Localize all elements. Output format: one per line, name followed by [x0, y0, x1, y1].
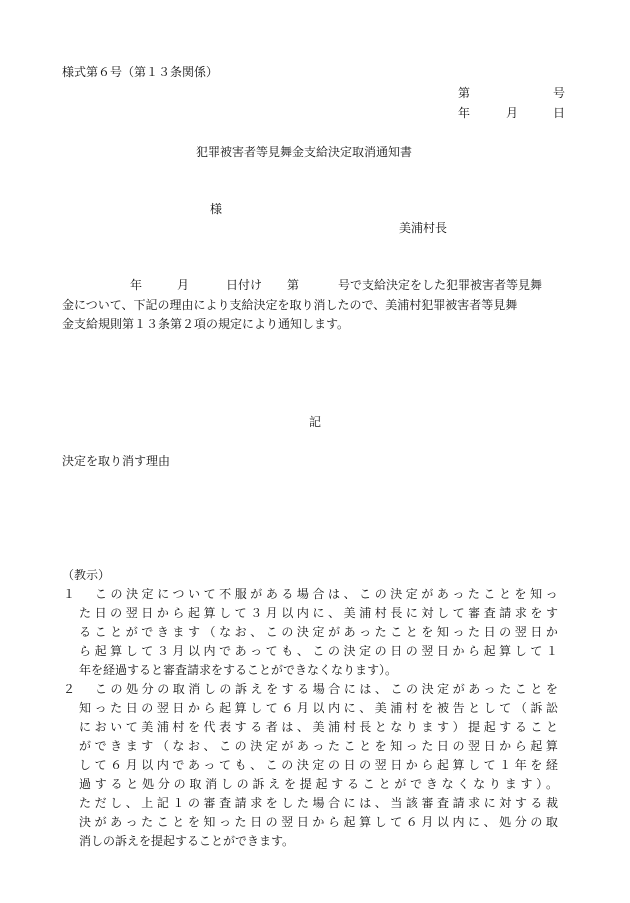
- form-label: 様式第６号（第１３条関係）: [62, 65, 219, 79]
- notice-item2-line: この処分の取消しの訴えをする場合には、この決定があったことを: [95, 682, 562, 696]
- notice-item2-line: ができます（なお、この決定があったことを知った日の翌日から起算: [79, 739, 562, 753]
- date-year: 年: [458, 106, 471, 120]
- notice-item2-number: ２: [63, 682, 76, 696]
- notice-item1-line: この決定について不服がある場合は、この決定があったことを知っ: [95, 587, 562, 601]
- ki-mark: 記: [309, 415, 322, 429]
- document-title: 犯罪被害者等見舞金支給決定取消通知書: [196, 145, 413, 159]
- body-month: 月: [177, 278, 190, 292]
- date-month: 月: [506, 106, 519, 120]
- number-suffix: 号: [553, 86, 566, 100]
- date-day: 日: [553, 106, 566, 120]
- notice-item2-line: 消しの訴えを提起することができます。: [79, 834, 295, 848]
- body-dai: 第: [287, 278, 300, 292]
- addressee-suffix: 様: [210, 202, 223, 216]
- notice-item2-line: ただし、上記１の審査請求をした場合には、当該審査請求に対する裁: [79, 796, 562, 810]
- sender-name: 美浦村長: [399, 221, 448, 235]
- number-prefix: 第: [458, 86, 471, 100]
- body-line1-rest: 号で支給決定をした犯罪被害者等見舞: [338, 278, 543, 292]
- body-day-dated: 日付け: [226, 278, 263, 292]
- notice-item2-line: 決があったことを知った日の翌日から起算して６月以内に、処分の取: [79, 815, 562, 829]
- notice-item1-line: ら起算して３月以内であっても、この決定の日の翌日から起算して１: [79, 644, 562, 658]
- body-line2: 金について、下記の理由により支給決定を取り消したので、美浦村犯罪被害者等見舞: [62, 298, 518, 312]
- notice-item1-line: ることができます（なお、この決定があったことを知った日の翌日か: [79, 625, 562, 639]
- notice-item2-line: 過すると処分の取消しの訴えを提起することができなくなります）。: [79, 777, 562, 791]
- notice-item1-number: １: [63, 587, 76, 601]
- body-line3: 金支給規則第１３条第２項の規定により通知します。: [62, 317, 350, 331]
- notice-item2-line: 知った日の翌日から起算して６月以内に、美浦村を被告として（訴訟: [79, 701, 562, 715]
- notice-item2-line: して６月以内であっても、この決定の日の翌日から起算して１年を経: [79, 758, 562, 772]
- notice-item2-line: において美浦村を代表する者は、美浦村長となります）提起すること: [79, 720, 562, 734]
- notice-item1-line: 年を経過すると審査請求をすることができなくなります）。: [79, 663, 398, 677]
- body-year: 年: [130, 278, 143, 292]
- reason-label: 決定を取り消す理由: [62, 454, 171, 468]
- notice-item1-line: た日の翌日から起算して３月以内に、美浦村長に対して審査請求をす: [79, 606, 562, 620]
- notice-heading: （教示）: [62, 568, 111, 582]
